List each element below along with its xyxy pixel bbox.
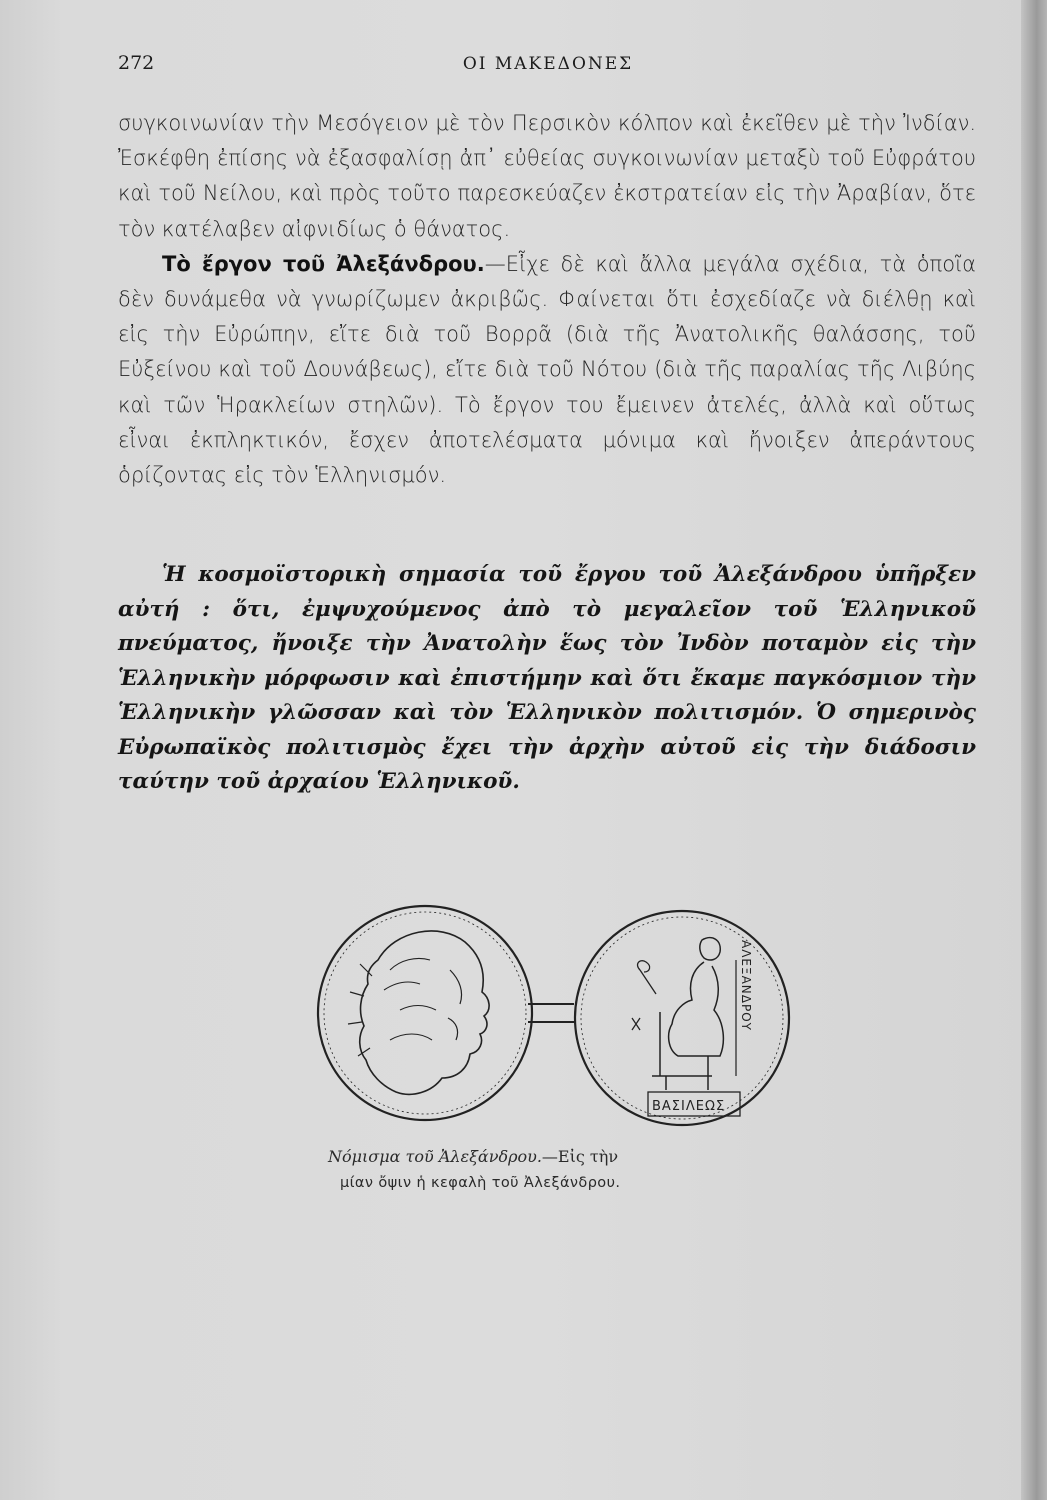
emphasis-section — [118, 558, 976, 800]
page-header — [118, 44, 978, 80]
coin-reverse — [575, 911, 789, 1125]
paragraph-2-text: —Εἶχε δὲ καὶ ἄλλα μεγάλα σχέδια, τὰ ὁποῖα δὲν δυνάμεθα νὰ γνωρίζωμεν ἀκριβῶς. Φαίνεται ὅτι ἐσχεδίαζε νὰ διέλθῃ καὶ εἰς τὴν Εὐρώπην, εἴτε διὰ τοῦ Βορρᾶ (διὰ τῆς Ἀνατολικῆς θαλάσσης, τοῦ Εὐξείνου καὶ τοῦ Δουνάβεως), εἴτε διὰ τοῦ Νότου (διὰ τῆς παραλίας τῆς Λιβύης καὶ τῶν Ἡρακλείων στηλῶν). Τὸ ἔργον του ἔμεινεν ἀτελές, ἀλλὰ καὶ οὕτως εἶναι ἐκπληκτικόν, ἔσχεν ἀποτελέσματα μόνιμα καὶ ἤνοιξεν ἀπεράντους ὁρίζοντας εἰς τὸν Ἑλληνισμόν. — [118, 251, 976, 488]
caption-title: Νόμισμα τοῦ Ἀλεξάνδρου. — [328, 1147, 542, 1166]
coin-inscription-bottom: ΒΑΣΙΛΕΩΣ — [652, 1099, 726, 1114]
coin-inscription-vertical: ΑΛΕΞΑΝΔΡΟΥ — [739, 940, 753, 1031]
section-heading: Τὸ ἔργον τοῦ Ἀλεξάνδρου. — [162, 251, 485, 276]
paragraph-1: συγκοινωνίαν τὴν Μεσόγειον μὲ τὸν Περσικὸν κόλπον καὶ ἐκεῖθεν μὲ τὴν Ἰνδίαν. Ἐσκέφθη ἐπίσης νὰ ἐξασφαλίσῃ ἀπ᾽ εὐθείας συγκοινωνίαν μεταξὺ τοῦ Εὐφράτου καὶ τοῦ Νείλου, καὶ πρὸς τοῦτο παρεσκεύαζεν ἐκστρατείαν εἰς τὴν Ἀραβίαν, ὅτε τὸν κατέλαβεν αἰφνιδίως ὁ θάνατος. — [118, 111, 976, 241]
caption-line-2: μίαν ὄψιν ἡ κεφαλὴ τοῦ Ἀλεξάνδρου. — [340, 1175, 621, 1191]
page-number: 272 — [118, 52, 155, 74]
coin-illustration — [300, 900, 820, 1140]
caption-line-1 — [328, 1144, 788, 1170]
coin-drawing — [300, 900, 820, 1140]
coin-link-bar — [528, 1004, 574, 1022]
caption-text: —Εἰς τὴν — [541, 1147, 619, 1166]
heracles-head-icon — [360, 931, 489, 1094]
seated-zeus-icon — [669, 938, 724, 1056]
emphasis-paragraph: Ἡ κοσμοϊστορικὴ σημασία τοῦ ἔργου τοῦ Ἀλεξάνδρου ὑπῆρξεν αὐτή : ὅτι, ἐμψυχούμενος ἀπὸ τὸ μεγαλεῖον τοῦ Ἑλληνικοῦ πνεύματος, ἤνοιξε τὴν Ἀνατολὴν ἕως τὸν Ἰνδὸν ποταμὸν εἰς τὴν Ἑλληνικὴν μόρφωσιν καὶ ἐπιστήμην καὶ ὅτι ἔκαμε παγκόσμιον τὴν Ἑλληνικὴν γλῶσσαν καὶ τὸν Ἑλληνικὸν πολιτισμόν. Ὁ σημερινὸς Εὐρωπαϊκὸς πολιτισμὸς ἔχει τὴν ἀρχὴν αὐτοῦ εἰς τὴν διάδοσιν ταύτην τοῦ ἀρχαίου Ἑλληνικοῦ. — [118, 562, 976, 794]
body-text — [118, 106, 976, 493]
figure-caption — [328, 1144, 788, 1196]
running-title: ΟΙ ΜΑΚΕΔΟΝΕΣ — [462, 54, 634, 74]
paragraph-2 — [118, 247, 976, 493]
page-edge-shadow — [1021, 0, 1047, 1500]
coin-obverse — [318, 906, 532, 1120]
